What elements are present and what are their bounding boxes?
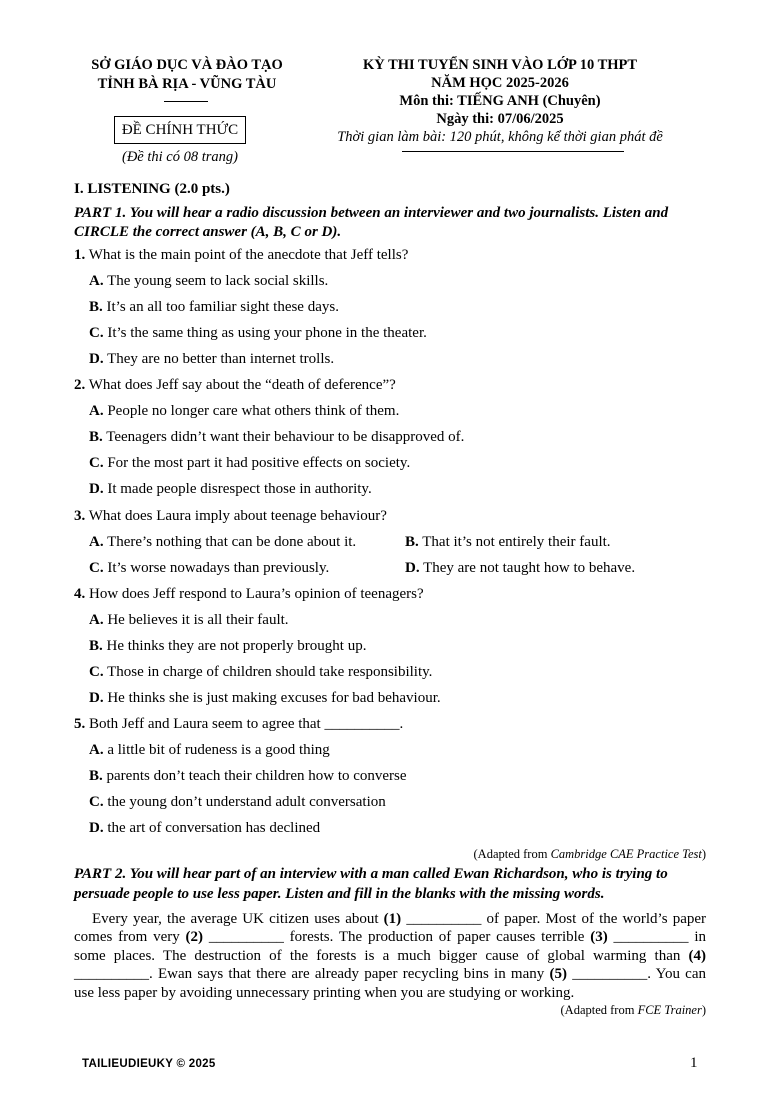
option-label: D. (405, 560, 420, 576)
q5-option-c[interactable] (89, 794, 386, 811)
question-number: 3. (74, 508, 86, 524)
option-text: the young don’t understand adult conversation (107, 794, 386, 810)
option-text: It’s the same thing as using your phone in the theater. (107, 325, 427, 341)
part2-passage (74, 910, 706, 1002)
blank-number-3[interactable]: (3) (590, 929, 608, 946)
option-text: He thinks she is just making excuses for bad behaviour. (107, 690, 441, 706)
option-text: They are no better than internet trolls. (107, 351, 335, 367)
option-text: It made people disrespect those in authority. (107, 481, 372, 497)
exam-title: KỲ THI TUYỂN SINH VÀO LỚP 10 THPT (362, 57, 638, 73)
option-text: It’s an all too familiar sight these days. (106, 299, 339, 315)
option-text: There’s nothing that can be done about it. (107, 534, 357, 550)
blank-number-5[interactable]: (5) (549, 966, 567, 983)
q1-option-a[interactable] (89, 273, 328, 290)
option-label: A. (89, 742, 104, 758)
q5-option-a[interactable] (89, 742, 330, 759)
question-1 (74, 247, 408, 264)
option-text: the art of conversation has declined (107, 820, 321, 836)
option-label: A. (89, 273, 104, 289)
option-text: parents don’t teach their children how to converse (106, 768, 407, 784)
exam-date: Ngày thi: 07/06/2025 (436, 111, 564, 127)
question-text: What is the main point of the anecdote that Jeff tells? (88, 247, 409, 263)
option-label: B. (405, 534, 419, 550)
blank-number-4[interactable]: (4) (688, 947, 706, 964)
q3-option-a[interactable] (89, 534, 356, 551)
option-label: C. (89, 560, 104, 576)
page-number: 1 (690, 1055, 698, 1071)
option-label: C. (89, 794, 104, 810)
q1-option-c[interactable] (89, 325, 427, 342)
q2-option-b[interactable] (89, 429, 464, 446)
option-label: C. (89, 325, 104, 341)
province-name: TỈNH BÀ RỊA - VŨNG TÀU (97, 76, 277, 92)
option-text: The young seem to lack social skills. (107, 273, 329, 289)
q4-option-b[interactable] (89, 638, 366, 655)
header-left-divider (164, 101, 208, 102)
passage-text: Every year, the average UK citizen uses about (92, 911, 384, 927)
option-text: He thinks they are not properly brought up. (106, 638, 367, 654)
passage-text: __________. You can use less paper by avoiding unnecessary printing when you are studying or working. (74, 966, 707, 1001)
part1-instruction-line2: CIRCLE the correct answer (A, B, C or D). (74, 224, 342, 240)
header-right-block (300, 56, 700, 146)
q2-option-a[interactable] (89, 403, 399, 420)
option-label: D. (89, 481, 104, 497)
q1-option-b[interactable] (89, 299, 339, 316)
option-text: They are not taught how to behave. (423, 560, 636, 576)
source-suffix: ) (701, 847, 706, 861)
part1-source (474, 847, 707, 862)
question-text: Both Jeff and Laura seem to agree that __________. (89, 716, 404, 732)
part2-instruction-line1: PART 2. You will hear part of an interview with a man called Ewan Richardson, who is trying to (74, 866, 668, 882)
q5-option-b[interactable] (89, 768, 407, 785)
passage-text: __________. Ewan says that there are already paper recycling bins in many (74, 966, 550, 983)
question-4 (74, 586, 424, 603)
option-text: It’s worse nowadays than previously. (107, 560, 330, 576)
passage-text: __________ of paper. Most of the world’s paper comes from very (74, 911, 707, 946)
option-label: D. (89, 690, 104, 706)
q3-option-c[interactable] (89, 560, 329, 577)
source-prefix: (Adapted from (473, 847, 551, 861)
option-label: D. (89, 351, 104, 367)
header-left-block (62, 56, 312, 94)
blank-number-1[interactable]: (1) (383, 911, 402, 927)
page-count-note: (Đề thi có 08 trang) (122, 149, 238, 165)
question-text: How does Jeff respond to Laura’s opinion of teenagers? (89, 586, 424, 602)
option-text: People no longer care what others think of them. (107, 403, 400, 419)
option-label: A. (89, 534, 104, 550)
option-text: Those in charge of children should take responsibility. (107, 664, 433, 680)
q2-option-c[interactable] (89, 455, 410, 472)
q2-option-d[interactable] (89, 481, 372, 498)
source-title: FCE Trainer (637, 1003, 702, 1017)
option-label: B. (89, 429, 103, 445)
option-label: B. (89, 299, 103, 315)
option-text: That it’s not entirely their fault. (422, 534, 611, 550)
option-label: C. (89, 664, 104, 680)
part1-instruction-line1: PART 1. You will hear a radio discussion between an interviewer and two journalists. Listen and (74, 205, 669, 221)
option-text: He believes it is all their fault. (107, 612, 289, 628)
question-text: What does Laura imply about teenage behaviour? (88, 508, 387, 524)
subject: Môn thi: TIẾNG ANH (Chuyên) (399, 93, 601, 109)
option-text: For the most part it had positive effects on society. (107, 455, 411, 471)
question-number: 4. (74, 586, 86, 602)
question-number: 5. (74, 716, 86, 732)
option-label: C. (89, 455, 104, 471)
part2-source (561, 1003, 706, 1018)
option-label: A. (89, 403, 104, 419)
header-right-divider (402, 151, 624, 152)
source-title: Cambridge CAE Practice Test (550, 847, 702, 861)
school-year: NĂM HỌC 2025-2026 (431, 75, 569, 91)
option-text: Teenagers didn’t want their behaviour to be disapproved of. (106, 429, 465, 445)
department-name: SỞ GIÁO DỤC VÀ ĐÀO TẠO (91, 57, 283, 73)
option-label: B. (89, 768, 103, 784)
q3-option-b[interactable] (405, 534, 611, 551)
question-number: 2. (74, 377, 86, 393)
option-label: A. (89, 612, 104, 628)
question-5 (74, 716, 403, 733)
question-3 (74, 508, 387, 525)
blank-number-2[interactable]: (2) (185, 929, 204, 946)
q3-option-d[interactable] (405, 560, 635, 577)
passage-text: __________ in some places. The destruction of the forests is a much bigger cause of global warming than (74, 929, 706, 964)
official-exam-label: ĐỀ CHÍNH THỨC (114, 116, 246, 144)
q5-option-d[interactable] (89, 820, 320, 837)
source-suffix: ) (701, 1003, 706, 1017)
q4-option-c[interactable] (89, 664, 432, 681)
source-prefix: (Adapted from (560, 1003, 638, 1017)
question-text: What does Jeff say about the “death of deference”? (88, 377, 396, 393)
passage-text: __________ forests. The production of paper causes terrible (203, 929, 591, 946)
option-text: a little bit of rudeness is a good thing (107, 742, 330, 758)
option-label: D. (89, 820, 104, 836)
question-2 (74, 377, 396, 394)
question-number: 1. (74, 247, 86, 263)
q1-option-d[interactable] (89, 351, 334, 368)
part2-instruction-line2: persuade people to use less paper. Listen and fill in the blanks with the missing words. (74, 886, 605, 902)
section-title: I. LISTENING (2.0 pts.) (74, 181, 230, 197)
footer-brand: TAILIEUDIEUKY © 2025 (82, 1058, 216, 1070)
option-label: B. (89, 638, 103, 654)
exam-time: Thời gian làm bài: 120 phút, không kể thời gian phát đề (337, 129, 663, 145)
q4-option-d[interactable] (89, 690, 441, 707)
q4-option-a[interactable] (89, 612, 289, 629)
